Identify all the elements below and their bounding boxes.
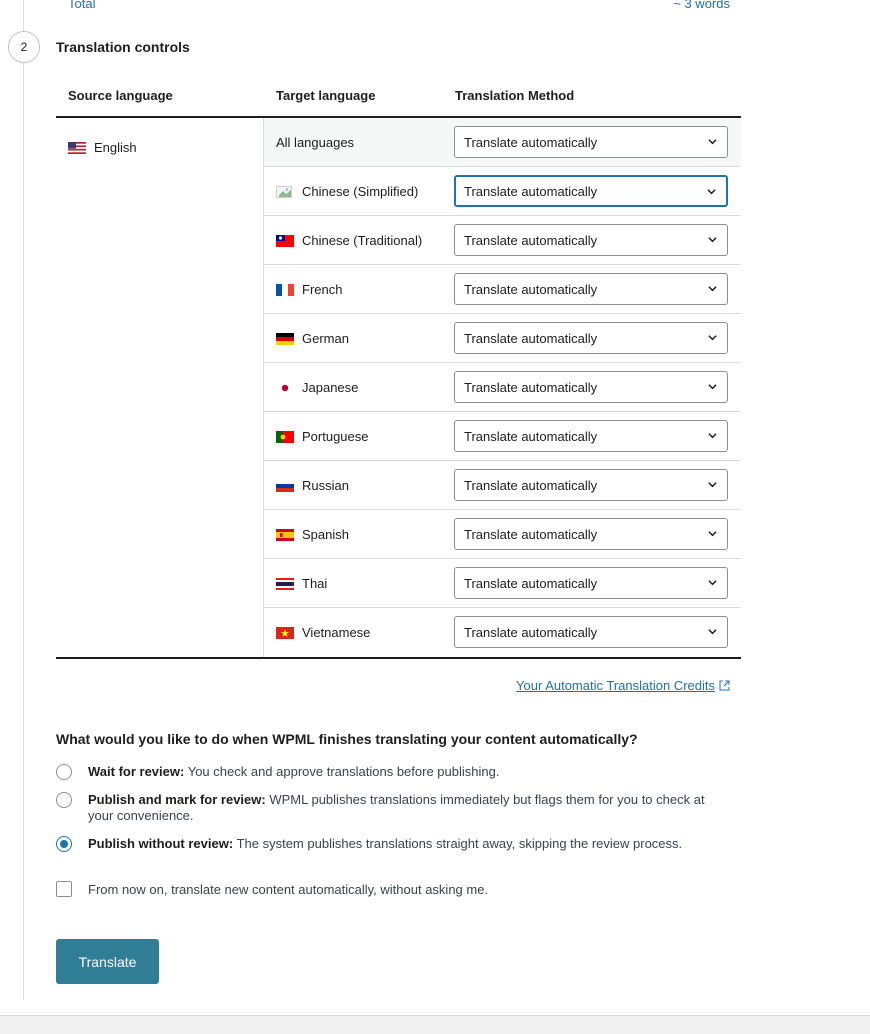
method-select-value: Translate automatically <box>464 575 598 591</box>
taiwan-flag-icon <box>276 235 294 247</box>
chevron-down-icon <box>708 333 717 342</box>
radio-publish-and-mark[interactable] <box>56 792 72 808</box>
france-flag-icon <box>276 284 294 296</box>
table-body <box>56 118 741 659</box>
chinese-simplified-flag-icon <box>276 186 294 198</box>
chevron-down-icon <box>708 382 717 391</box>
spain-flag-icon <box>276 529 294 541</box>
target-language-name: Vietnamese <box>302 625 371 640</box>
method-select-value: Translate automatically <box>464 134 598 150</box>
table-header <box>56 79 741 118</box>
header-source-language: Source language <box>68 88 173 103</box>
table-row <box>264 608 741 657</box>
table-row <box>264 314 741 363</box>
option-title: Wait for review: <box>88 764 185 779</box>
chevron-down-icon <box>708 578 717 587</box>
table-row <box>264 265 741 314</box>
method-select-russian[interactable] <box>454 469 728 501</box>
table-row <box>264 461 741 510</box>
portugal-flag-icon <box>276 431 294 443</box>
method-select-value: Translate automatically <box>464 526 598 542</box>
chevron-down-icon <box>708 284 717 293</box>
radio-wait-for-review[interactable] <box>56 764 72 780</box>
thailand-flag-icon <box>276 578 294 590</box>
translation-credits-link[interactable] <box>516 678 730 693</box>
method-select-french[interactable] <box>454 273 728 305</box>
target-language-name: Chinese (Traditional) <box>302 233 423 248</box>
target-language-name: Japanese <box>302 380 359 395</box>
source-language-name: English <box>94 140 137 155</box>
vietnam-flag-icon <box>276 627 294 639</box>
chevron-down-icon <box>708 137 717 146</box>
method-select-value: Translate automatically <box>464 477 598 493</box>
translation-controls-table <box>56 79 741 659</box>
method-select-spanish[interactable] <box>454 518 728 550</box>
auto-translate-checkbox[interactable] <box>56 881 72 897</box>
step-timeline <box>23 0 24 1000</box>
chevron-down-icon <box>708 431 717 440</box>
total-label: Total <box>68 0 96 11</box>
target-language-name: Spanish <box>302 527 349 542</box>
method-select-chinese-traditional[interactable] <box>454 224 728 256</box>
table-row <box>264 559 741 608</box>
chevron-down-icon <box>707 187 716 196</box>
header-translation-method: Translation Method <box>455 88 575 103</box>
table-row <box>264 363 741 412</box>
radio-publish-without-review[interactable] <box>56 836 72 852</box>
review-question: What would you like to do when WPML finishes translating your content automatically? <box>56 731 638 747</box>
method-select-thai[interactable] <box>454 567 728 599</box>
option-title: Publish without review: <box>88 836 234 851</box>
step-title: Translation controls <box>56 39 190 55</box>
step-number-badge: 2 <box>8 31 40 63</box>
option-description: You check and approve translations before publishing. <box>187 764 500 779</box>
target-language-name: Chinese (Simplified) <box>302 184 419 199</box>
translate-button[interactable]: Translate <box>56 939 159 984</box>
japan-flag-icon <box>276 382 294 394</box>
target-language-name: Portuguese <box>302 429 369 444</box>
target-language-name: French <box>302 282 343 297</box>
method-select-value: Translate automatically <box>464 428 598 444</box>
total-value: ~ 3 words <box>673 0 730 11</box>
method-select-value: Translate automatically <box>464 183 598 199</box>
method-select-value: Translate automatically <box>464 281 598 297</box>
option-description: The system publishes translations straight away, skipping the review process. <box>236 836 683 851</box>
auto-translate-label: From now on, translate new content automatically, without asking me. <box>88 882 489 897</box>
us-flag-icon <box>68 142 86 154</box>
method-select-all-languages[interactable] <box>454 126 728 158</box>
table-row <box>264 412 741 461</box>
method-select-portuguese[interactable] <box>454 420 728 452</box>
footer-bar <box>0 1015 870 1034</box>
target-language-name: All languages <box>276 135 355 150</box>
option-description: WPML publishes translations immediately but flags them for you to check at your convenience. <box>88 792 705 823</box>
method-select-vietnamese[interactable] <box>454 616 728 648</box>
table-row <box>264 167 741 216</box>
method-select-value: Translate automatically <box>464 624 598 640</box>
method-select-value: Translate automatically <box>464 232 598 248</box>
table-row <box>264 216 741 265</box>
table-row <box>264 118 741 167</box>
target-language-name: German <box>302 331 349 346</box>
method-select-value: Translate automatically <box>464 379 598 395</box>
method-select-german[interactable] <box>454 322 728 354</box>
method-select-chinese-simplified[interactable] <box>454 175 728 207</box>
word-count-summary <box>68 0 730 14</box>
germany-flag-icon <box>276 333 294 345</box>
chevron-down-icon <box>708 235 717 244</box>
external-link-icon <box>719 680 730 691</box>
header-target-language: Target language <box>276 88 376 103</box>
chevron-down-icon <box>708 529 717 538</box>
method-select-value: Translate automatically <box>464 330 598 346</box>
target-language-name: Russian <box>302 478 349 493</box>
chevron-down-icon <box>708 480 717 489</box>
option-title: Publish and mark for review: <box>88 792 266 807</box>
method-select-japanese[interactable] <box>454 371 728 403</box>
credits-link-text: Your Automatic Translation Credits <box>516 678 715 693</box>
target-language-name: Thai <box>302 576 328 591</box>
chevron-down-icon <box>708 627 717 636</box>
russia-flag-icon <box>276 480 294 492</box>
source-language-cell <box>56 118 264 657</box>
table-row <box>264 510 741 559</box>
